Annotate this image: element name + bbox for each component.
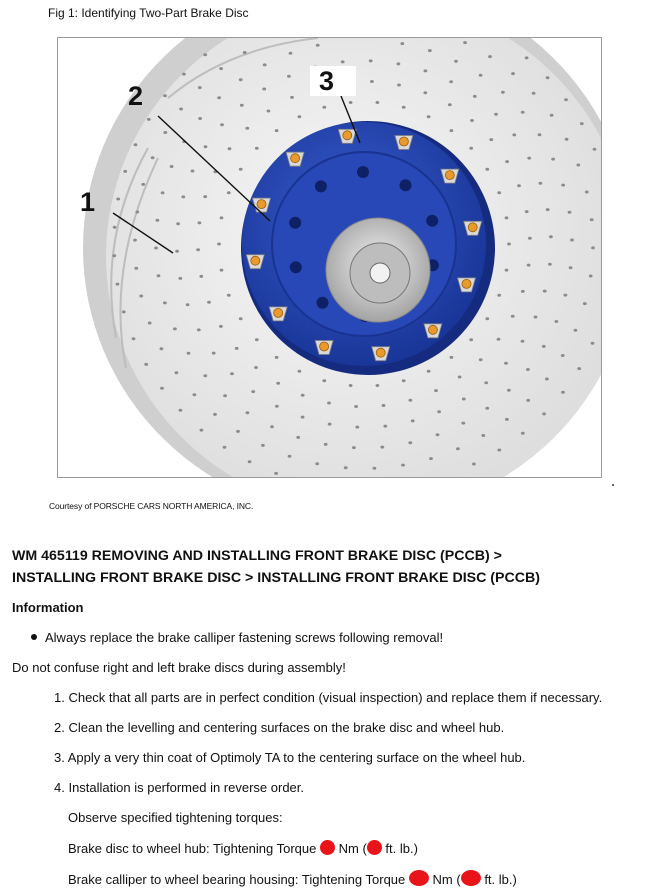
drill-hole [270, 425, 274, 428]
unit-ftlb: ft. lb.) [385, 841, 418, 856]
hub-center-bolt [370, 263, 390, 283]
drill-hole [458, 376, 462, 379]
drill-hole [481, 434, 485, 437]
drill-hole [402, 106, 406, 109]
drill-hole [179, 409, 183, 412]
drill-hole [401, 464, 405, 467]
drill-hole [532, 92, 536, 95]
drill-hole [263, 63, 267, 66]
drill-hole [450, 356, 454, 359]
drill-hole [380, 446, 384, 449]
drill-hole [589, 275, 593, 278]
drill-hole [230, 372, 234, 375]
drill-hole [217, 96, 221, 99]
drill-hole [383, 425, 387, 428]
step-1: 1. Check that all parts are in perfect condition (visual inspection) and replace them if necessary. [54, 690, 603, 705]
callout-2: 2 [128, 81, 144, 111]
drill-hole [217, 243, 221, 246]
drill-hole [301, 394, 305, 397]
drill-hole [590, 218, 594, 221]
drill-hole [497, 294, 501, 297]
warning-text: Do not confuse right and left brake discs during assembly! [12, 660, 346, 675]
drill-hole [574, 329, 578, 332]
drill-hole [148, 322, 152, 325]
drill-hole [239, 78, 243, 81]
hub-hole [289, 217, 301, 229]
drill-hole [246, 411, 250, 414]
drill-hole [354, 405, 358, 408]
brake-disc-illustration [58, 38, 602, 478]
hub-hole [426, 215, 438, 227]
drill-hole [352, 446, 356, 449]
drill-hole [400, 42, 404, 45]
information-bullet [31, 630, 443, 645]
drill-hole [203, 53, 207, 56]
procedure-title [12, 545, 632, 589]
drill-hole [423, 91, 427, 94]
drill-hole [175, 250, 179, 253]
drill-hole [275, 356, 279, 359]
drill-hole [187, 352, 191, 355]
drill-hole [134, 267, 138, 270]
drill-hole [163, 131, 167, 134]
drill-hole [276, 382, 280, 385]
drill-hole [470, 119, 474, 122]
drill-hole [181, 195, 185, 198]
drill-hole [289, 52, 293, 55]
drill-hole [456, 447, 460, 450]
drill-hole [507, 389, 511, 392]
drill-hole [163, 301, 167, 304]
drill-hole [248, 460, 252, 463]
drill-hole [485, 407, 489, 410]
drill-hole [370, 80, 374, 83]
figure-courtesy: Courtesy of PORSCHE CARS NORTH AMERICA, INC. [49, 501, 254, 511]
drill-hole [239, 168, 243, 171]
drill-hole [454, 60, 458, 63]
callout-3: 3 [319, 66, 335, 96]
drill-hole [526, 368, 530, 371]
drill-hole [585, 191, 589, 194]
drill-hole [505, 160, 509, 163]
drill-hole [488, 55, 492, 58]
drill-hole [539, 182, 543, 185]
drill-hole [521, 111, 525, 114]
drill-hole [583, 302, 587, 305]
drill-hole [462, 398, 466, 401]
drill-hole [113, 226, 117, 229]
drill-hole [546, 76, 550, 79]
drill-hole [178, 277, 182, 280]
drill-hole [227, 294, 231, 297]
drill-hole [576, 164, 580, 167]
drill-hole [220, 216, 224, 219]
drill-hole [428, 49, 432, 52]
drill-hole [577, 367, 581, 370]
drill-hole [504, 362, 508, 365]
drill-hole [561, 354, 565, 357]
torque-disc-label: Brake disc to wheel hub: Tightening Torque [68, 841, 317, 856]
drill-hole [296, 436, 300, 439]
torque-calliper-label: Brake calliper to wheel bearing housing: Tightening Torque [68, 872, 406, 887]
drill-hole [402, 379, 406, 382]
drill-hole [315, 462, 319, 465]
drill-hole [322, 106, 326, 109]
hub-hole [290, 261, 302, 273]
drill-hole [267, 110, 271, 113]
drill-hole [511, 72, 515, 75]
bullet-text: Always replace the brake calliper fastening screws following removal! [45, 630, 444, 645]
drill-hole [429, 457, 433, 460]
drill-hole [173, 327, 177, 330]
drill-hole [376, 101, 380, 104]
drill-hole [123, 170, 127, 173]
drill-hole [141, 183, 145, 186]
drill-hole [521, 432, 525, 435]
redacted-value [320, 840, 335, 855]
drill-hole [175, 371, 179, 374]
drill-hole [349, 101, 353, 104]
drill-hole [328, 423, 332, 426]
drill-hole [134, 143, 138, 146]
drill-hole [223, 394, 227, 397]
drill-hole [489, 138, 493, 141]
torque-disc-line [68, 840, 418, 856]
drill-hole [160, 387, 164, 390]
step-2: 2. Clean the levelling and centering surfaces on the brake disc and wheel hub. [54, 720, 505, 735]
drill-hole [235, 347, 239, 350]
drill-hole [199, 275, 203, 278]
drill-hole [198, 117, 202, 120]
brake-disc-figure [57, 37, 602, 478]
drill-hole [203, 195, 207, 198]
drill-hole [550, 114, 554, 117]
drill-hole [133, 239, 137, 242]
drill-hole [507, 243, 511, 246]
drill-hole [564, 294, 568, 297]
drill-hole [528, 237, 532, 240]
drill-hole [521, 340, 525, 343]
redacted-value [461, 870, 481, 886]
drill-hole [448, 103, 452, 106]
drill-hole [220, 269, 224, 272]
drill-hole [207, 301, 211, 304]
drill-hole [193, 393, 197, 396]
drill-hole [228, 147, 232, 150]
drill-hole [469, 338, 473, 341]
drill-hole [243, 51, 247, 54]
drill-hole [473, 95, 477, 98]
drill-hole [191, 170, 195, 173]
drill-hole [526, 399, 530, 402]
drill-hole [424, 69, 428, 72]
title-line-1: WM 465119 REMOVING AND INSTALLING FRONT BRAKE DISC (PCCB) > [12, 548, 502, 564]
drill-hole [151, 156, 155, 159]
drill-hole [223, 446, 227, 449]
drill-hole [397, 84, 401, 87]
drill-hole [163, 94, 167, 97]
drill-hole [122, 310, 126, 313]
drill-hole [274, 472, 278, 475]
drill-hole [527, 157, 531, 160]
drill-hole [527, 264, 531, 267]
redacted-value [409, 870, 429, 886]
drill-hole [497, 449, 501, 452]
drill-hole [198, 221, 202, 224]
drill-hole [546, 208, 550, 211]
drill-hole [239, 317, 243, 320]
drill-hole [525, 210, 529, 213]
drill-hole [147, 118, 151, 121]
drill-hole [219, 325, 223, 328]
drill-hole [580, 122, 584, 125]
drill-hole [545, 378, 549, 381]
drill-hole [176, 222, 180, 225]
drill-hole [543, 290, 547, 293]
drill-hole [461, 422, 465, 425]
drill-hole [255, 338, 259, 341]
torque-calliper-line [68, 870, 517, 887]
drill-hole [591, 342, 595, 345]
drill-hole [373, 467, 377, 470]
figure-caption: Fig 1: Identifying Two-Part Brake Disc [48, 6, 249, 20]
drill-hole [157, 274, 161, 277]
drill-hole [512, 133, 516, 136]
drill-hole [213, 413, 217, 416]
drill-hole [450, 129, 454, 132]
drill-hole [212, 352, 216, 355]
callout-1: 1 [80, 187, 96, 217]
drill-hole [139, 295, 143, 298]
drill-hole [570, 239, 574, 242]
drill-hole [341, 60, 345, 63]
drill-hole [434, 389, 438, 392]
drill-hole [485, 168, 489, 171]
drill-hole [287, 75, 291, 78]
drill-hole [251, 390, 255, 393]
drill-hole [472, 463, 476, 466]
drill-hole [549, 235, 553, 238]
drill-hole [427, 115, 431, 118]
bullet-dot [31, 634, 37, 640]
drill-hole [200, 429, 204, 432]
redacted-value [367, 840, 382, 855]
drill-hole [511, 315, 515, 318]
drill-hole [505, 269, 509, 272]
drill-hole [245, 127, 249, 130]
drill-hole [236, 430, 240, 433]
drill-hole [298, 115, 302, 118]
drill-hole [322, 379, 326, 382]
drill-hole [170, 165, 174, 168]
drill-hole [542, 412, 546, 415]
drill-hole [288, 455, 292, 458]
drill-hole [261, 444, 265, 447]
drill-hole [369, 59, 373, 62]
drill-hole [505, 418, 509, 421]
drill-hole [538, 133, 542, 136]
drill-hole [569, 266, 573, 269]
drill-hole [316, 44, 320, 47]
drill-hole [254, 366, 258, 369]
drill-hole [355, 426, 359, 429]
drill-hole [116, 198, 120, 201]
drill-hole [561, 391, 565, 394]
drill-hole [154, 247, 158, 250]
drill-hole [397, 62, 401, 65]
drill-hole [517, 184, 521, 187]
drill-hole [479, 74, 483, 77]
drill-hole [497, 191, 501, 194]
drill-hole [275, 405, 279, 408]
hub-hole [400, 179, 412, 191]
drill-hole [144, 363, 148, 366]
drill-hole [203, 374, 207, 377]
step-4: 4. Installation is performed in reverse order. [54, 780, 305, 795]
drill-hole [565, 138, 569, 141]
drill-hole [469, 147, 473, 150]
drill-hole [548, 263, 552, 266]
drill-hole [505, 216, 509, 219]
drill-hole [408, 441, 412, 444]
drill-hole [290, 96, 294, 99]
drill-hole [376, 384, 380, 387]
unit-ftlb: ft. lb.) [484, 872, 517, 887]
torque-intro: Observe specified tightening torques: [68, 810, 283, 825]
drill-hole [436, 433, 440, 436]
drill-hole [349, 384, 353, 387]
drill-hole [437, 410, 441, 413]
drill-hole [497, 338, 501, 341]
drill-hole [179, 108, 183, 111]
drill-hole [479, 358, 483, 361]
drill-hole [240, 104, 244, 107]
drill-hole [525, 56, 529, 59]
drill-hole [542, 345, 546, 348]
drill-hole [344, 466, 348, 469]
drill-hole [135, 211, 139, 214]
drill-hole [484, 381, 488, 384]
drill-hole [485, 317, 489, 320]
drill-hole [449, 80, 453, 83]
drill-hole [227, 191, 231, 194]
drill-hole [219, 67, 223, 70]
drill-hole [593, 148, 597, 151]
drill-hole [161, 191, 165, 194]
drill-hole [116, 283, 120, 286]
hub-hole [317, 297, 329, 309]
drill-hole [112, 254, 116, 257]
drill-hole [186, 303, 190, 306]
drill-hole [196, 248, 200, 251]
drill-hole [204, 145, 208, 148]
drill-hole [301, 416, 305, 419]
drill-hole [551, 158, 555, 161]
drill-hole [182, 73, 186, 76]
drill-hole [555, 320, 559, 323]
drill-hole [561, 184, 565, 187]
drill-hole [463, 41, 467, 44]
page-mark [612, 484, 614, 486]
drill-hole [501, 91, 505, 94]
drill-hole [411, 419, 415, 422]
step-3: 3. Apply a very thin coat of Optimoly TA to the centering surface on the wheel hub. [54, 750, 526, 765]
drill-hole [262, 88, 266, 91]
drill-hole [156, 219, 160, 222]
drill-hole [298, 370, 302, 373]
drill-hole [327, 402, 331, 405]
hub-hole [357, 166, 369, 178]
drill-hole [198, 86, 202, 89]
title-line-2: INSTALLING FRONT BRAKE DISC > INSTALLING FRONT BRAKE DISC (PCCB) [12, 570, 540, 586]
drill-hole [382, 404, 386, 407]
drill-hole [568, 211, 572, 214]
unit-nm: Nm ( [432, 872, 461, 887]
drill-hole [494, 113, 498, 116]
drill-hole [220, 123, 224, 126]
drill-hole [160, 347, 164, 350]
drill-hole [409, 399, 413, 402]
hub-hole [315, 180, 327, 192]
drill-hole [521, 290, 525, 293]
drill-hole [132, 337, 136, 340]
information-heading: Information [12, 600, 84, 615]
drill-hole [324, 443, 328, 446]
drill-hole [275, 129, 279, 132]
drill-hole [564, 98, 568, 101]
drill-hole [591, 246, 595, 249]
drill-hole [197, 328, 201, 331]
drill-hole [427, 370, 431, 373]
unit-nm: Nm ( [338, 841, 367, 856]
drill-hole [534, 316, 538, 319]
drill-hole [255, 147, 259, 150]
